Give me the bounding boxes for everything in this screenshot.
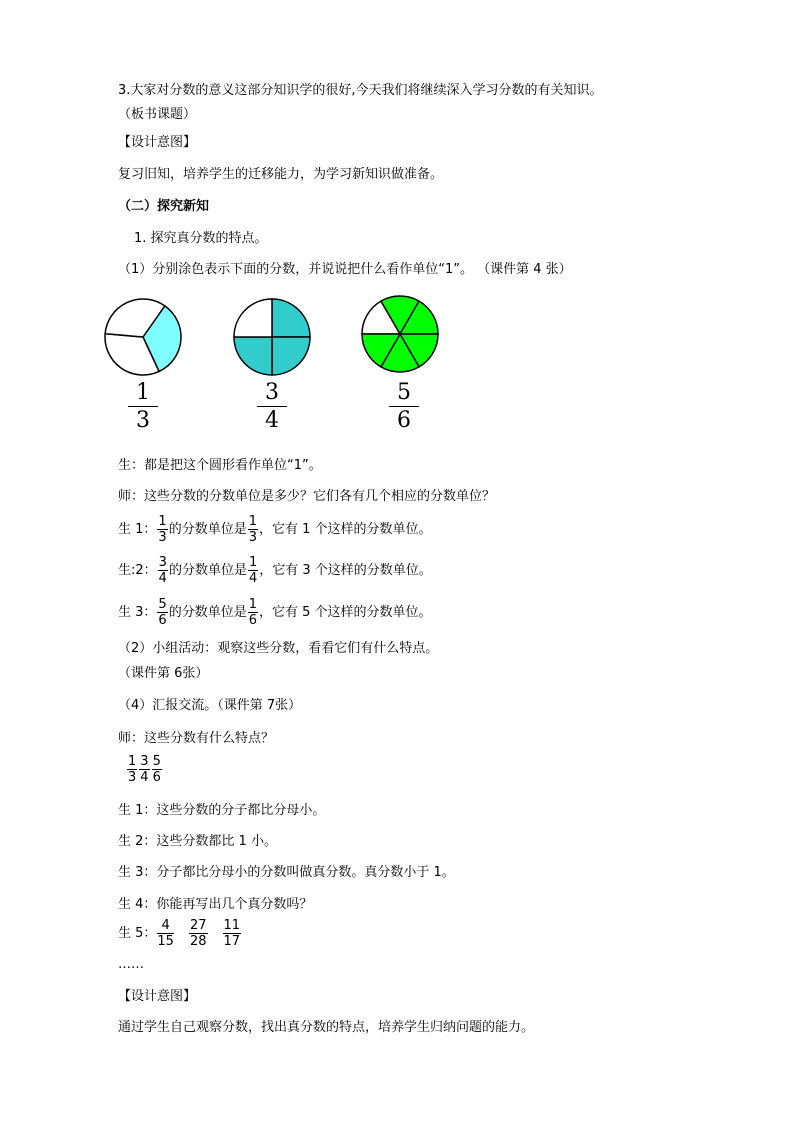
answer-5-line: 生 5： $\frac{4}{15}$ $\frac{27}{28}$ $\frac{11}{17}$ bbox=[118, 918, 241, 949]
board-title-note: （板书课题） bbox=[118, 107, 197, 122]
review-text: 复习旧知，培养学生的迁移能力，为学习新知识做准备。 bbox=[118, 167, 444, 182]
fraction: $\frac{4}{15}$ bbox=[157, 918, 174, 949]
pie-one-third bbox=[103, 297, 183, 377]
item-1: 1. 探究真分数的特点。 bbox=[134, 231, 268, 246]
fraction: $\frac{5}{6}$ bbox=[158, 597, 167, 628]
pie-three-quarters bbox=[232, 297, 312, 377]
fraction: $\frac{5}{6}$ bbox=[152, 754, 161, 785]
fraction: $\frac{1}{4}$ bbox=[248, 555, 258, 586]
pie-sector-shaded bbox=[272, 337, 310, 375]
fraction: $\frac{1}{6}$ bbox=[248, 597, 257, 628]
group-activity: （2）小组活动：观察这些分数，看看它们有什么特点。 bbox=[118, 641, 439, 656]
design-intent-heading-2: 【设计意图】 bbox=[118, 989, 197, 1004]
report-line: （4）汇报交流。（课件第 7张） bbox=[118, 698, 302, 713]
ellipsis: …… bbox=[118, 957, 144, 972]
fraction: $\frac{1}{3}$ bbox=[248, 514, 257, 545]
student-1-line: 生 1： $\frac{1}{3}$ 的分数单位是 $\frac{1}{3}$ ，它有 1 个这样的分数单位。 bbox=[118, 514, 432, 545]
slide-6-note: （课件第 6张） bbox=[118, 666, 209, 681]
fraction: $\frac{1}{3}$ bbox=[128, 754, 137, 785]
student-2-line: 生:2： $\frac{3}{4}$ 的分数单位是 $\frac{1}{4}$ ，它有 3 个这样的分数单位。 bbox=[118, 555, 432, 586]
fraction: $\frac{11}{17}$ bbox=[223, 918, 241, 949]
pie-sector-shaded bbox=[272, 299, 310, 337]
pie-sector-empty bbox=[234, 299, 272, 337]
answer-4: 生 4：你能再写出几个真分数吗？ bbox=[118, 897, 313, 912]
fraction-list bbox=[126, 754, 163, 785]
student-answer-unit: 生：都是把这个圆形看作单位“1”。 bbox=[118, 458, 322, 473]
answer-2: 生 2：这些分数都比 1 小。 bbox=[118, 834, 277, 849]
big-fraction-1: $\frac{1}{3}$ bbox=[128, 380, 158, 435]
section-heading: （二）探究新知 bbox=[118, 199, 210, 214]
intro-text: 3.大家对分数的意义这部分知识学的很好,今天我们将继续深入学习分数的有关知识。 bbox=[118, 83, 603, 98]
big-fraction-2: $\frac{3}{4}$ bbox=[257, 380, 287, 435]
design-intent-heading: 【设计意图】 bbox=[118, 135, 197, 150]
design-intent-text: 通过学生自己观察分数，找出真分数的特点，培养学生归纳问题的能力。 bbox=[118, 1020, 535, 1035]
answer-3: 生 3：分子都比分母小的分数叫做真分数。真分数小于 1。 bbox=[118, 865, 455, 880]
fraction: $\frac{3}{4}$ bbox=[140, 754, 149, 785]
fraction: $\frac{1}{3}$ bbox=[158, 514, 167, 545]
fraction: $\frac{27}{28}$ bbox=[189, 918, 207, 949]
teacher-question-1: 师：这些分数的分数单位是多少？它们各有几个相应的分数单位？ bbox=[118, 489, 496, 504]
answer-1: 生 1：这些分数的分子都比分母小。 bbox=[118, 803, 326, 818]
student-3-line: 生 3： $\frac{5}{6}$ 的分数单位是 $\frac{1}{6}$ ，它有 5 个这样的分数单位。 bbox=[118, 597, 432, 628]
pie-five-sixths bbox=[360, 294, 440, 374]
teacher-question-2: 师：这些分数有什么特点？ bbox=[118, 731, 275, 746]
fraction: $\frac{3}{4}$ bbox=[158, 555, 167, 586]
item-1a: （1）分别涂色表示下面的分数，并说说把什么看作单位“1”。 （课件第 4 张） bbox=[118, 262, 572, 277]
pie-sector-shaded bbox=[234, 337, 272, 375]
big-fraction-3: $\frac{5}{6}$ bbox=[389, 380, 419, 435]
